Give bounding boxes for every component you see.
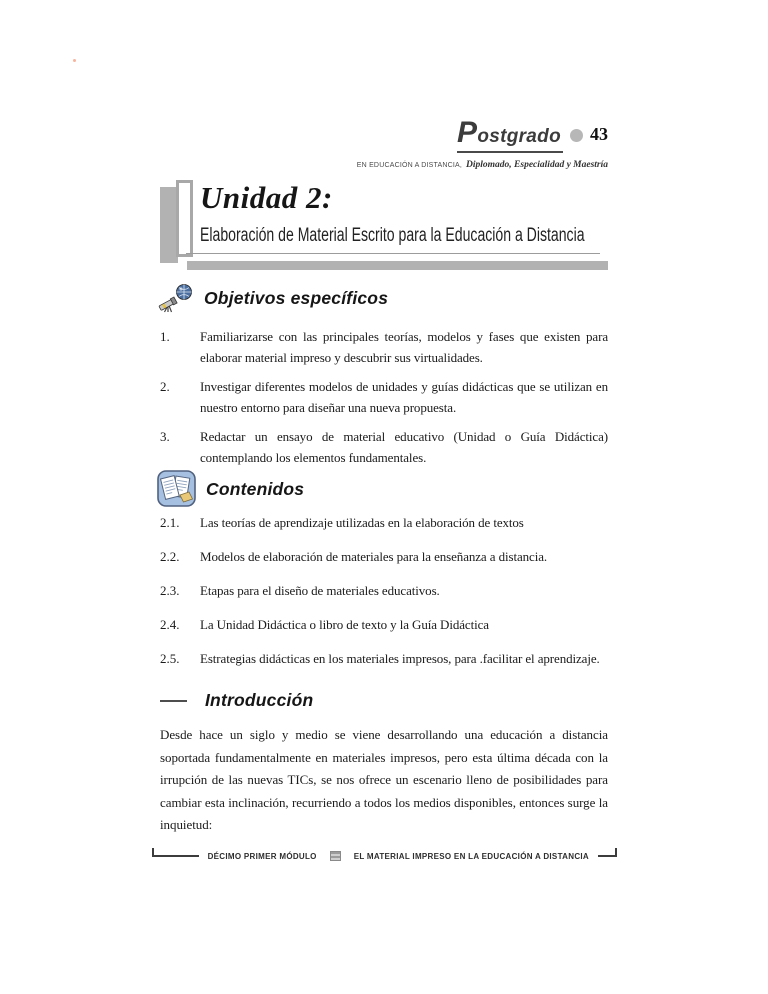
content-item: [160, 614, 608, 635]
item-text: Las teorías de aprendizaje utilizadas en la elaboración de textos: [200, 515, 524, 530]
introduction-heading-label: Introducción: [205, 690, 314, 710]
introduction-heading: [160, 690, 313, 711]
brand-subtitle-prefix: EN EDUCACIÓN A DISTANCIA,: [356, 162, 463, 169]
page-header: [357, 116, 608, 172]
item-text: Estrategias didácticas en los materiales impresos, para .facilitar el aprendizaje.: [200, 651, 600, 666]
item-number: 2.3.: [160, 583, 180, 598]
item-number: 3.: [160, 429, 170, 444]
telescope-globe-icon: [157, 283, 195, 313]
footer-left-rule: [154, 855, 199, 857]
item-text: Investigar diferentes modelos de unidades y guías didácticas que se utilizan en nuestro entorno para diseñar una nueva propuesta.: [200, 379, 608, 415]
objective-item: [160, 426, 608, 468]
content-item: [160, 546, 608, 567]
item-text: Etapas para el diseño de materiales educativos.: [200, 583, 440, 598]
content-item: [160, 580, 608, 601]
item-number: 1.: [160, 329, 170, 344]
brand-subtitle: [357, 154, 608, 172]
objectives-list: [160, 326, 608, 476]
unit-title: Unidad 2:: [200, 180, 333, 215]
unit-subtitle: Elaboración de Material Escrito para la Educación a Distancia: [200, 225, 585, 246]
objective-item: [160, 326, 608, 368]
introduction-paragraph: Desde hace un siglo y medio se viene desarrollando una educación a distancia soportada fundamentalmente en materiales impresos, pero esta última década con la irrupción de las nuevas TICs, se nos ofrece un escenario lleno de posibilidades para cambiar esta inclinación, recurriendo a todos los medios disponibles, entonces surge la inquietud:: [160, 727, 608, 832]
contents-list: [160, 512, 608, 682]
footer-right-tick: [615, 848, 617, 857]
footer-left-tick: [152, 848, 154, 857]
brand-subtitle-script: Diplomado, Especialidad y Maestría: [466, 160, 608, 170]
footer-book-title: EL MATERIAL IMPRESO EN LA EDUCACIÓN A DISTANCIA: [353, 851, 589, 861]
item-text: La Unidad Didáctica o libro de texto y la Guía Didáctica: [200, 617, 489, 632]
footer-module-label: DÉCIMO PRIMER MÓDULO: [207, 851, 317, 861]
item-text: Redactar un ensayo de material educativo (Unidad o Guía Didáctica) contemplando los elementos fundamentales.: [200, 429, 608, 465]
contents-heading: [157, 470, 304, 508]
scan-speck: [73, 59, 76, 62]
page-footer: [152, 849, 617, 863]
content-item: [160, 648, 608, 669]
item-text: Familiarizarse con las principales teorías, modelos y fases que existen para elaborar material impreso y descubrir sus virtualidades.: [200, 329, 608, 365]
banner-thick-rule: [187, 261, 608, 270]
objectives-heading: [157, 283, 388, 313]
objective-item: [160, 376, 608, 418]
banner-thin-rule: [186, 253, 600, 254]
documents-stack-icon: [157, 470, 197, 508]
heading-dash: [160, 700, 187, 702]
content-item: [160, 512, 608, 533]
item-number: 2.: [160, 379, 170, 394]
item-number: 2.2.: [160, 549, 180, 564]
item-text: Modelos de elaboración de materiales para la enseñanza a distancia.: [200, 549, 548, 564]
item-number: 2.1.: [160, 515, 180, 530]
unit-banner: [160, 180, 610, 275]
gray-circle-icon: [570, 129, 583, 142]
contents-heading-label: Contenidos: [206, 478, 305, 499]
item-number: 2.4.: [160, 617, 180, 632]
brand-logo: Postgrado: [457, 116, 563, 153]
item-number: 2.5.: [160, 651, 180, 666]
gray-square-icon: [330, 851, 341, 861]
footer-right-rule: [598, 855, 615, 857]
objectives-heading-label: Objetivos específicos: [204, 287, 389, 308]
page-number: 43: [590, 124, 608, 144]
banner-front-bar: [176, 180, 193, 257]
